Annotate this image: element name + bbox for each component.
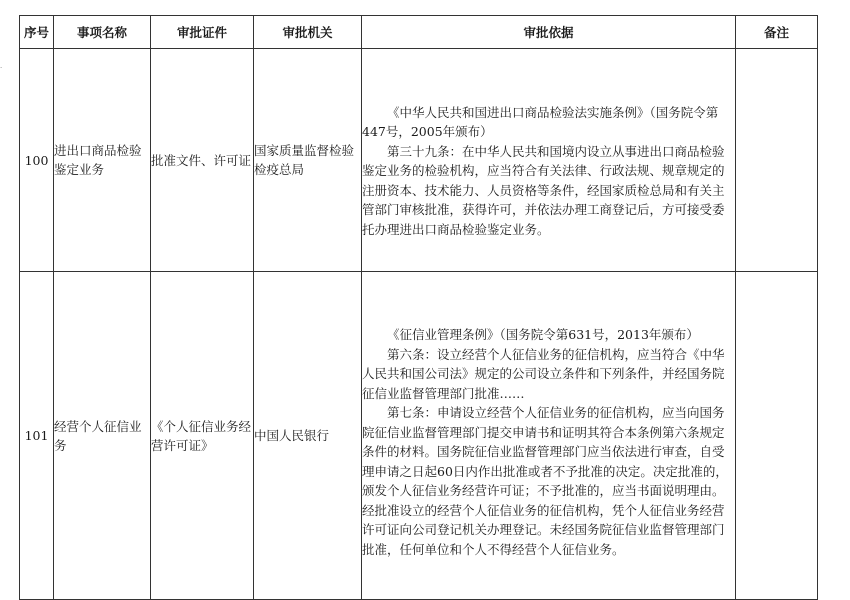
row-seq: 100: [20, 49, 54, 272]
basis-paragraph: 《中华人民共和国进出口商品检验法实施条例》（国务院令第447号，2005年颁布）: [362, 104, 719, 140]
col-header-basis: 审批依据: [362, 16, 736, 49]
row-cert: 《个人征信业务经营许可证》: [151, 272, 254, 600]
page-edge-mark: ·: [0, 64, 3, 72]
col-header-seq: 序号: [20, 16, 54, 49]
basis-paragraph: 第七条：申请设立经营个人征信业务的征信机构，应当向国务院征信业监督管理部门提交申请书和证明其符合本条例第六条规定条件的材料。国务院征信业监督管理部门应当依法进行审查，自受理申请之日起60日内作出批准或者不予批准的决定。决定批准的，颁发个人征信业务经营许可证；不予批准的，应当书面说明理由。经批准设立的经营个人征信业务的征信机构，凭个人征信业务经营许可证向公司登记机关办理登记。未经国务院征信业监督管理部门批准，任何单位和个人不得经营个人征信业务。: [362, 405, 728, 557]
basis-paragraph: 第三十九条：在中华人民共和国境内设立从事进出口商品检验鉴定业务的检验机构，应当符合有关法律、行政法规、规章规定的注册资本、技术能力、人员资格等条件，经国家质检总局和有关主管部门审核批准，获得许可，并依法办理工商登记后，方可接受委托办理进出口商品检验鉴定业务。: [362, 143, 725, 237]
row-authority: 国家质量监督检验检疫总局: [254, 49, 362, 272]
basis-paragraph: 第六条：设立经营个人征信业务的征信机构，应当符合《中华人民共和国公司法》规定的公司设立条件和下列条件，并经国务院征信业监督管理部门批准……: [362, 346, 725, 401]
table-row: [20, 272, 818, 600]
row-authority: 中国人民银行: [254, 272, 362, 600]
table-row: [20, 49, 818, 272]
row-note: [736, 49, 818, 272]
row-item-name: 经营个人征信业务: [54, 272, 151, 600]
row-cert: 批准文件、许可证: [151, 49, 254, 272]
row-basis: [362, 49, 736, 272]
col-header-item: 事项名称: [54, 16, 151, 49]
basis-paragraph: 《征信业管理条例》（国务院令第631号，2013年颁布）: [387, 327, 699, 342]
row-seq: 101: [20, 272, 54, 600]
row-basis: [362, 272, 736, 600]
col-header-cert: 审批证件: [151, 16, 254, 49]
row-item-name: 进出口商品检验鉴定业务: [54, 49, 151, 272]
col-header-authority: 审批机关: [254, 16, 362, 49]
row-note: [736, 272, 818, 600]
header-row: [20, 16, 818, 49]
approval-table: [19, 15, 818, 600]
col-header-note: 备注: [736, 16, 818, 49]
